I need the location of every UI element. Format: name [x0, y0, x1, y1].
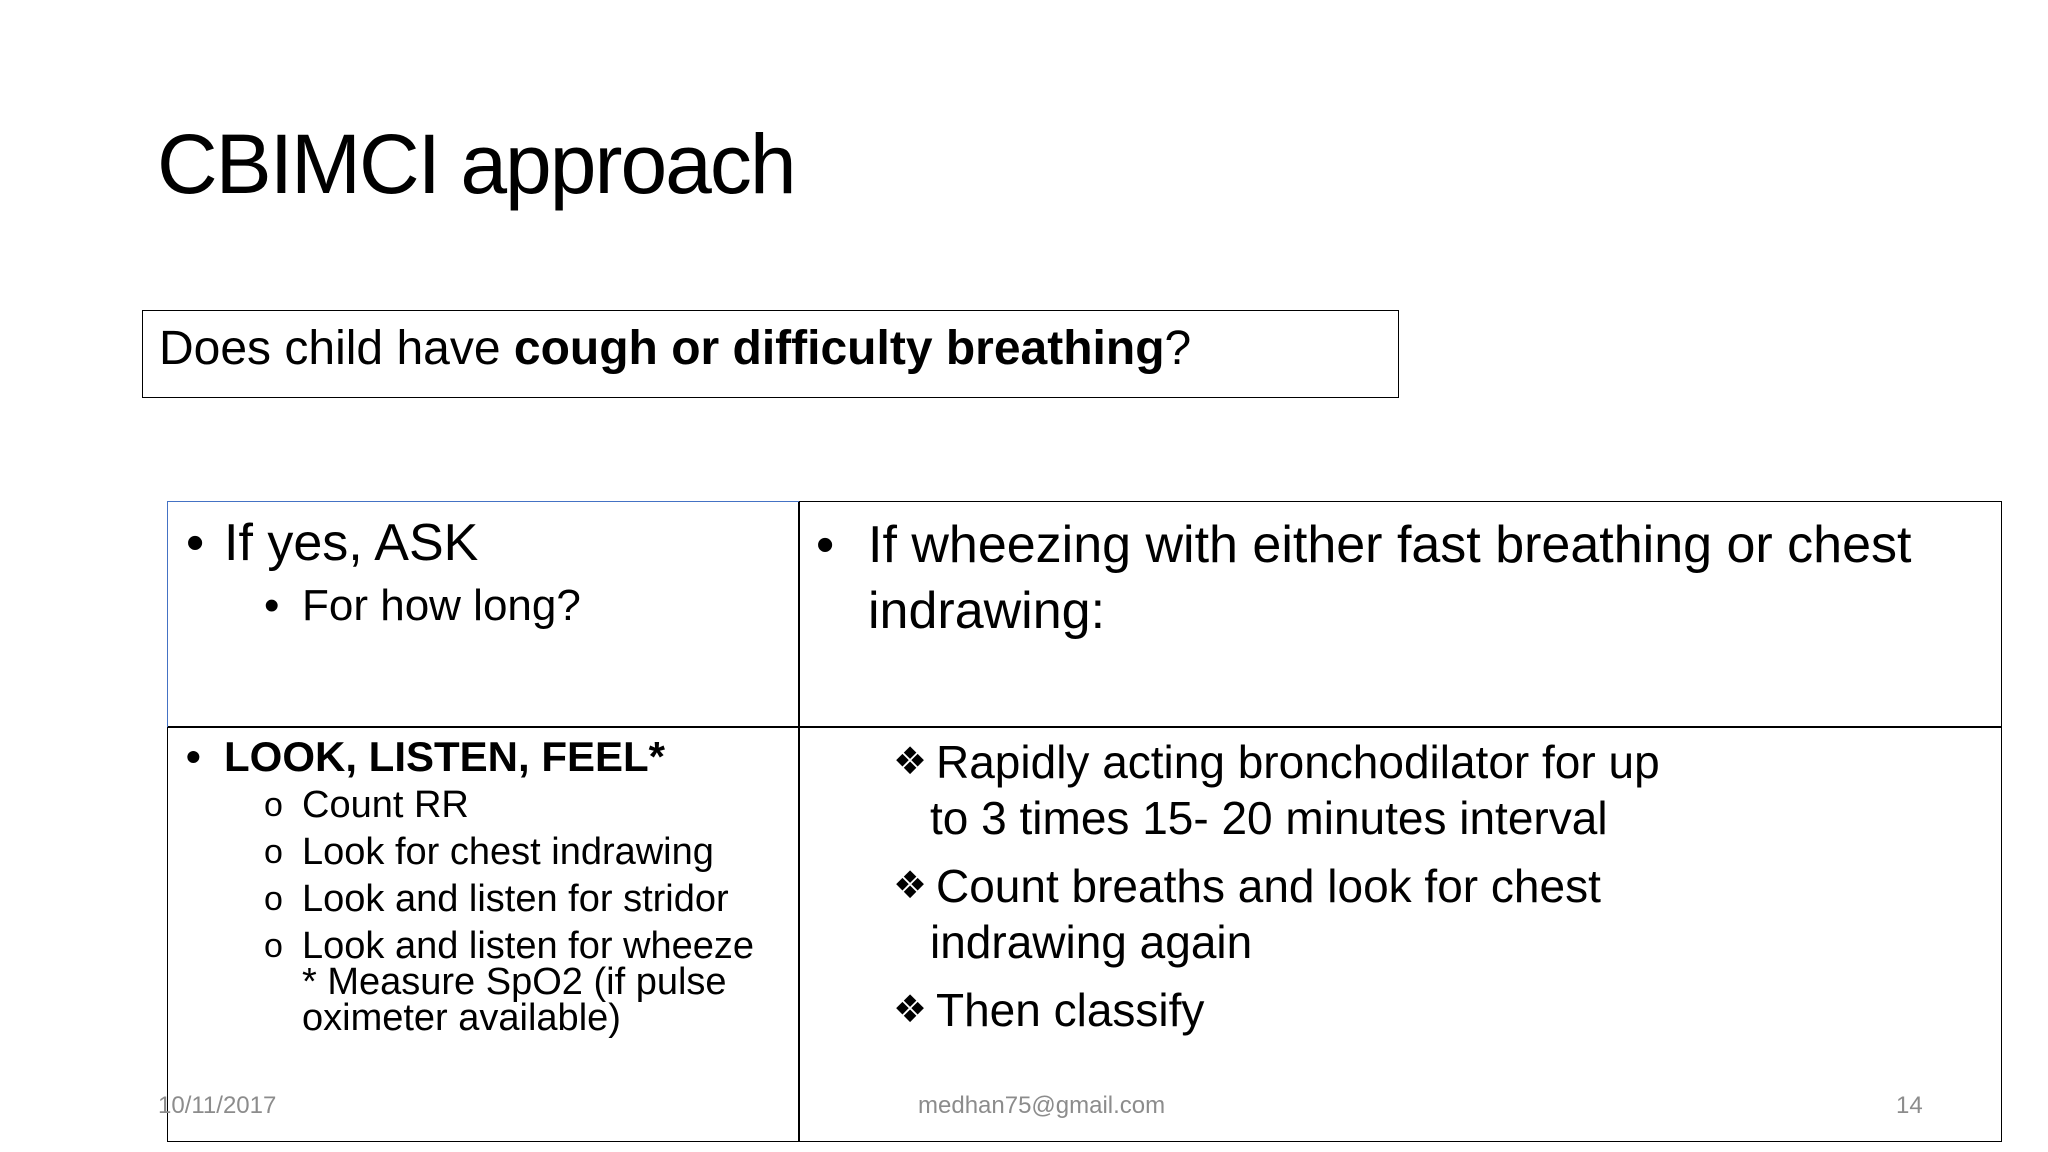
ask-sub-label: For how long? [302, 581, 581, 631]
diamond-bullet-icon: ❖ [893, 989, 928, 1031]
action-line-1: Rapidly acting bronchodilator for up [936, 736, 1660, 788]
assessment-table [167, 501, 2002, 1142]
page-number: 14 [1896, 1092, 1923, 1119]
question-suffix: ? [1164, 322, 1192, 375]
question-emphasis: cough or difficulty breathing [513, 322, 1165, 375]
look-sub-label: Look and listen for stridor [302, 878, 729, 921]
circle-bullet-icon: o [264, 927, 283, 966]
wheezing-bullet-item [816, 512, 1996, 644]
look-sub-label: Look and listen for wheeze [302, 925, 755, 968]
look-heading: LOOK, LISTEN, FEEL* [224, 733, 666, 780]
ask-sub-item [264, 580, 581, 633]
circle-bullet-icon: o [264, 786, 283, 825]
diamond-bullet-icon: ❖ [893, 865, 928, 907]
bullet-dot-icon: • [816, 516, 835, 574]
actions-cell[interactable] [893, 734, 1713, 1050]
look-sub-item [264, 876, 754, 923]
ask-label: If yes, ASK [224, 514, 479, 572]
wheezing-cell[interactable] [816, 512, 1996, 644]
table-column-divider [798, 502, 800, 1141]
footer-email: medhan75@gmail.com [918, 1092, 1166, 1119]
ask-bullet-item [186, 512, 581, 574]
bullet-dot-icon: • [264, 581, 280, 631]
look-sub-item [264, 829, 754, 876]
circle-bullet-icon: o [264, 833, 283, 872]
action-line-1: Then classify [936, 984, 1205, 1036]
look-sub-label: Look for chest indrawing [302, 831, 714, 874]
look-sub-label: Count RR [302, 784, 469, 827]
circle-bullet-icon: o [264, 880, 283, 919]
action-text [936, 982, 1204, 1038]
bullet-dot-icon: • [186, 514, 205, 572]
spo2-note-line-1: * Measure SpO2 (if pulse [302, 961, 727, 1004]
ask-cell[interactable] [186, 512, 581, 633]
action-item [893, 982, 1713, 1038]
wheezing-text: If wheezing with either fast breathing or chest indrawing: [868, 516, 1912, 640]
look-listen-feel-cell[interactable] [186, 732, 755, 1040]
table-row-divider [168, 726, 2001, 728]
question-prefix: Does child have [159, 322, 514, 375]
action-line-2: to 3 times 15- 20 minutes interval [930, 792, 1608, 844]
action-line-1: Count breaths and look for chest [936, 860, 1601, 912]
action-text [930, 858, 1601, 970]
bullet-dot-icon: • [186, 733, 201, 780]
action-text [930, 734, 1660, 846]
look-heading-item [186, 732, 754, 782]
cell-selection-border-left [167, 501, 169, 727]
look-sub-item [264, 782, 754, 829]
question-box [142, 310, 1399, 398]
cell-selection-border-top [167, 501, 799, 503]
action-item [893, 858, 1713, 970]
slide-title: CBIMCI approach [157, 117, 795, 211]
diamond-bullet-icon: ❖ [893, 741, 928, 783]
spo2-note-line-2: oximeter available) [302, 997, 621, 1040]
footer-date: 10/11/2017 [158, 1092, 277, 1119]
action-item [893, 734, 1713, 846]
action-line-2: indrawing again [930, 916, 1253, 968]
